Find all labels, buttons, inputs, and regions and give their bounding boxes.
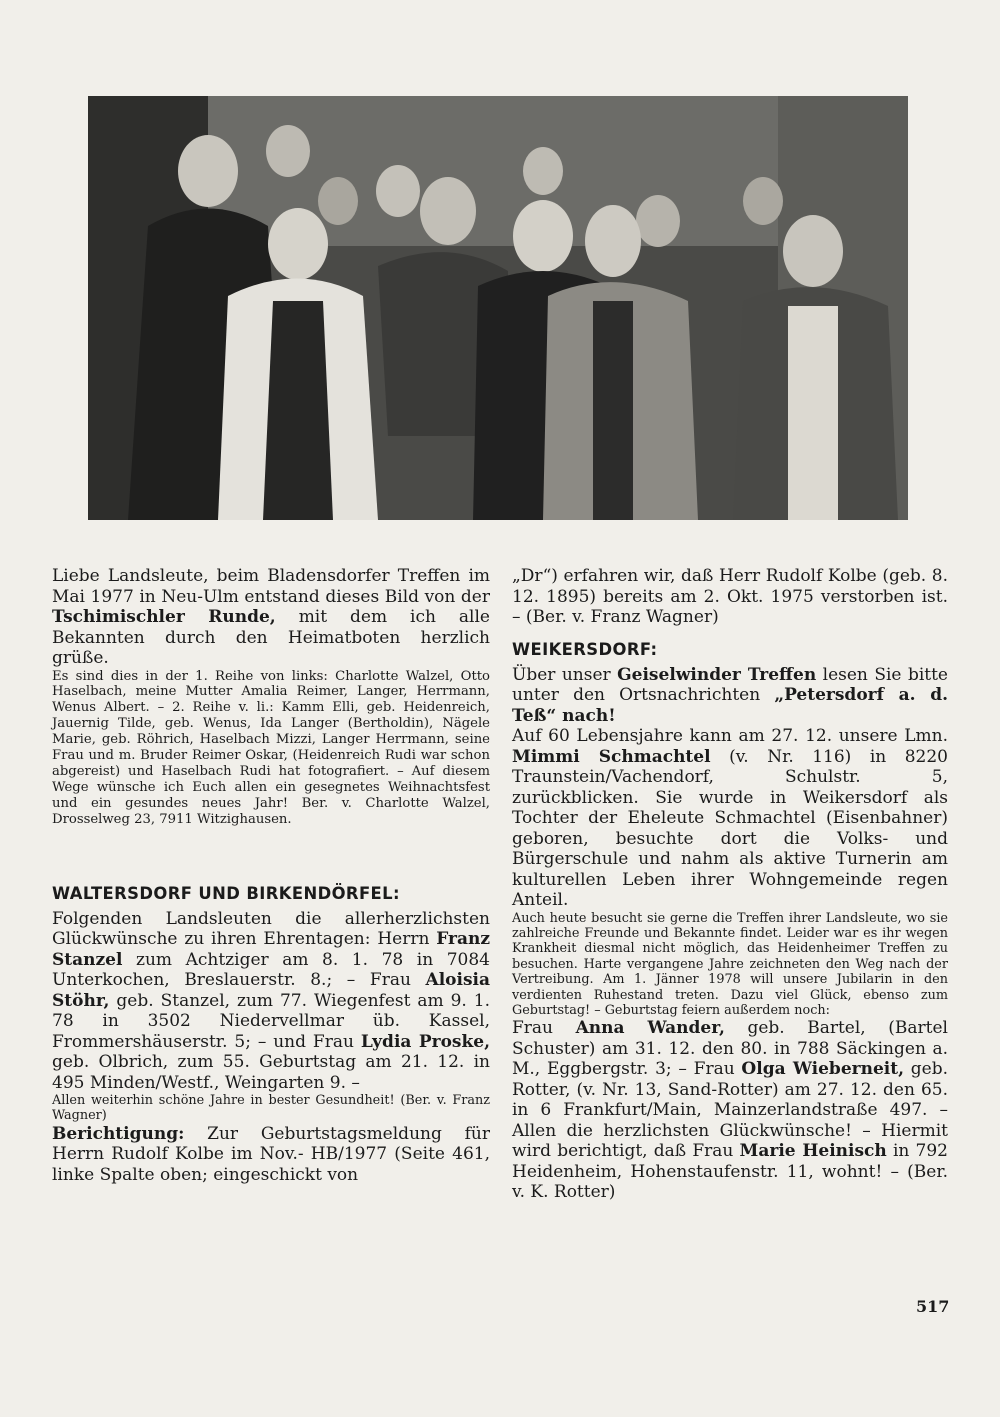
continuation-paragraph: „Dr“) erfahren wir, daß Herr Rudolf Kolbe (geb. 8. 12. 1895) bereits am 2. Okt. 1975 verstorben ist. – (Ber. v. Franz Wagner): [512, 566, 948, 627]
intro-paragraph: Liebe Landsleute, beim Bladensdorfer Treffen im Mai 1977 in Neu-Ulm entstand dieses Bild von der Tschimischler Runde, mit dem ich alle Bekannten durch den Heimatboten herzlich grüße.: [52, 566, 490, 668]
weikersdorf-meeting-paragraph: Über unser Geiselwinder Treffen lesen Sie bitte unter den Ortsnachrichten „Petersdorf a. d. Teß“ nach!: [512, 664, 948, 726]
left-column: [52, 566, 490, 1185]
waltersdorf-heading: WALTERSDORF UND BIRKENDÖRFEL:: [52, 883, 400, 903]
weikersdorf-note: Auch heute besucht sie gerne die Treffen ihrer Landsleute, wo sie zahlreiche Freunde und Bekannte findet. Leider war es ihr wegen Krankheit diesmal nicht möglich, das Heidenheimer Treffen zu besuchen. Harte vergangene Jahre zeichneten den Weg nach der Vertreibung. Am 1. Jänner 1978 will unsere Jubilarin in den verdienten Ruhestand treten. Dazu viel Glück, ebenso zum Geburtstag! – Geburtstag feiern außerdem noch:: [512, 910, 948, 1018]
weikersdorf-heading: WEIKERSDORF:: [512, 639, 658, 659]
waltersdorf-note: Allen weiterhin schöne Jahre in bester Gesundheit! (Ber. v. Franz Wagner): [52, 1093, 490, 1124]
correction-paragraph: Berichtigung: Zur Geburtstagsmeldung für Herrn Rudolf Kolbe im Nov.- HB/1977 (Seite 461, linke Spalte oben; eingeschickt von: [52, 1123, 490, 1185]
waltersdorf-paragraph: Folgenden Landsleuten die allerherzlichsten Glückwünsche zu ihren Ehrentagen: Herrn Franz Stanzel zum Achtziger am 8. 1. 78 in 7084 Unterkochen, Breslauerstr. 8.; – Frau Aloisia Stöhr, geb. Stanzel, zum 77. Wiegenfest am 9. 1. 78 in 3502 Niedervellmar üb. Kassel, Frommershäuserstr. 5; – und Frau Lydia Proske, geb. Olbrich, zum 55. Geburtstag am 21. 12. in 495 Minden/Westf., Weingarten 9. –: [52, 908, 490, 1093]
group-photo-icon: [88, 96, 908, 520]
group-photo: [88, 96, 908, 520]
page-number: 517: [916, 1297, 950, 1316]
right-column: [512, 566, 948, 1203]
weikersdorf-more-birthdays: Frau Anna Wander, geb. Bartel, (Bartel Schuster) am 31. 12. den 80. in 788 Säckingen a. M., Eggbergstr. 3; – Frau Olga Wieberneit, geb. Rotter, (v. Nr. 13, Sand-Rotter) am 27. 12. den 65. in 6 Frankfurt/Main, Mainzerlandstraße 497. – Allen die herzlichsten Glückwünsche! – Hiermit wird berichtigt, daß Frau Marie Heinisch in 792 Heidenheim, Hohenstaufenstr. 11, wohnt! – (Ber. v. K. Rotter): [512, 1018, 948, 1203]
weikersdorf-birthday-paragraph: Auf 60 Lebensjahre kann am 27. 12. unsere Lmn. Mimmi Schmachtel (v. Nr. 116) in 8220 Traunstein/Vachendorf, Schulstr. 5, zurückblicken. Sie wurde in Weikersdorf als Tochter der Eheleute Schmachtel (Eisenbahner) geboren, besuchte dort die Volks- und Bürgerschule und nahm als aktive Turnerin am kulturellen Leben ihrer Wohngemeinde regen Anteil.: [512, 726, 948, 910]
photo-caption: Es sind dies in der 1. Reihe von links: Charlotte Walzel, Otto Haselbach, meine Mutter Amalia Reimer, Langer, Herrmann, Wenus Albert. – 2. Reihe v. li.: Kamm Elli, geb. Heidenreich, Jauernig Tilde, geb. Wenus, Ida Langer (Bertholdin), Nägele Marie, geb. Röhrich, Haselbach Mizzi, Langer Herrmann, seine Frau und m. Bruder Reimer Oskar, (Heidenreich Rudi war schon abgereist) und Haselbach Rudi hat fotografiert. – Auf diesem Wege wünsche ich Euch allen ein gesegnetes Weihnachtsfest und ein gesundes neues Jahr! Ber. v. Charlotte Walzel, Drosselweg 23, 7911 Witzighausen.: [52, 668, 490, 827]
